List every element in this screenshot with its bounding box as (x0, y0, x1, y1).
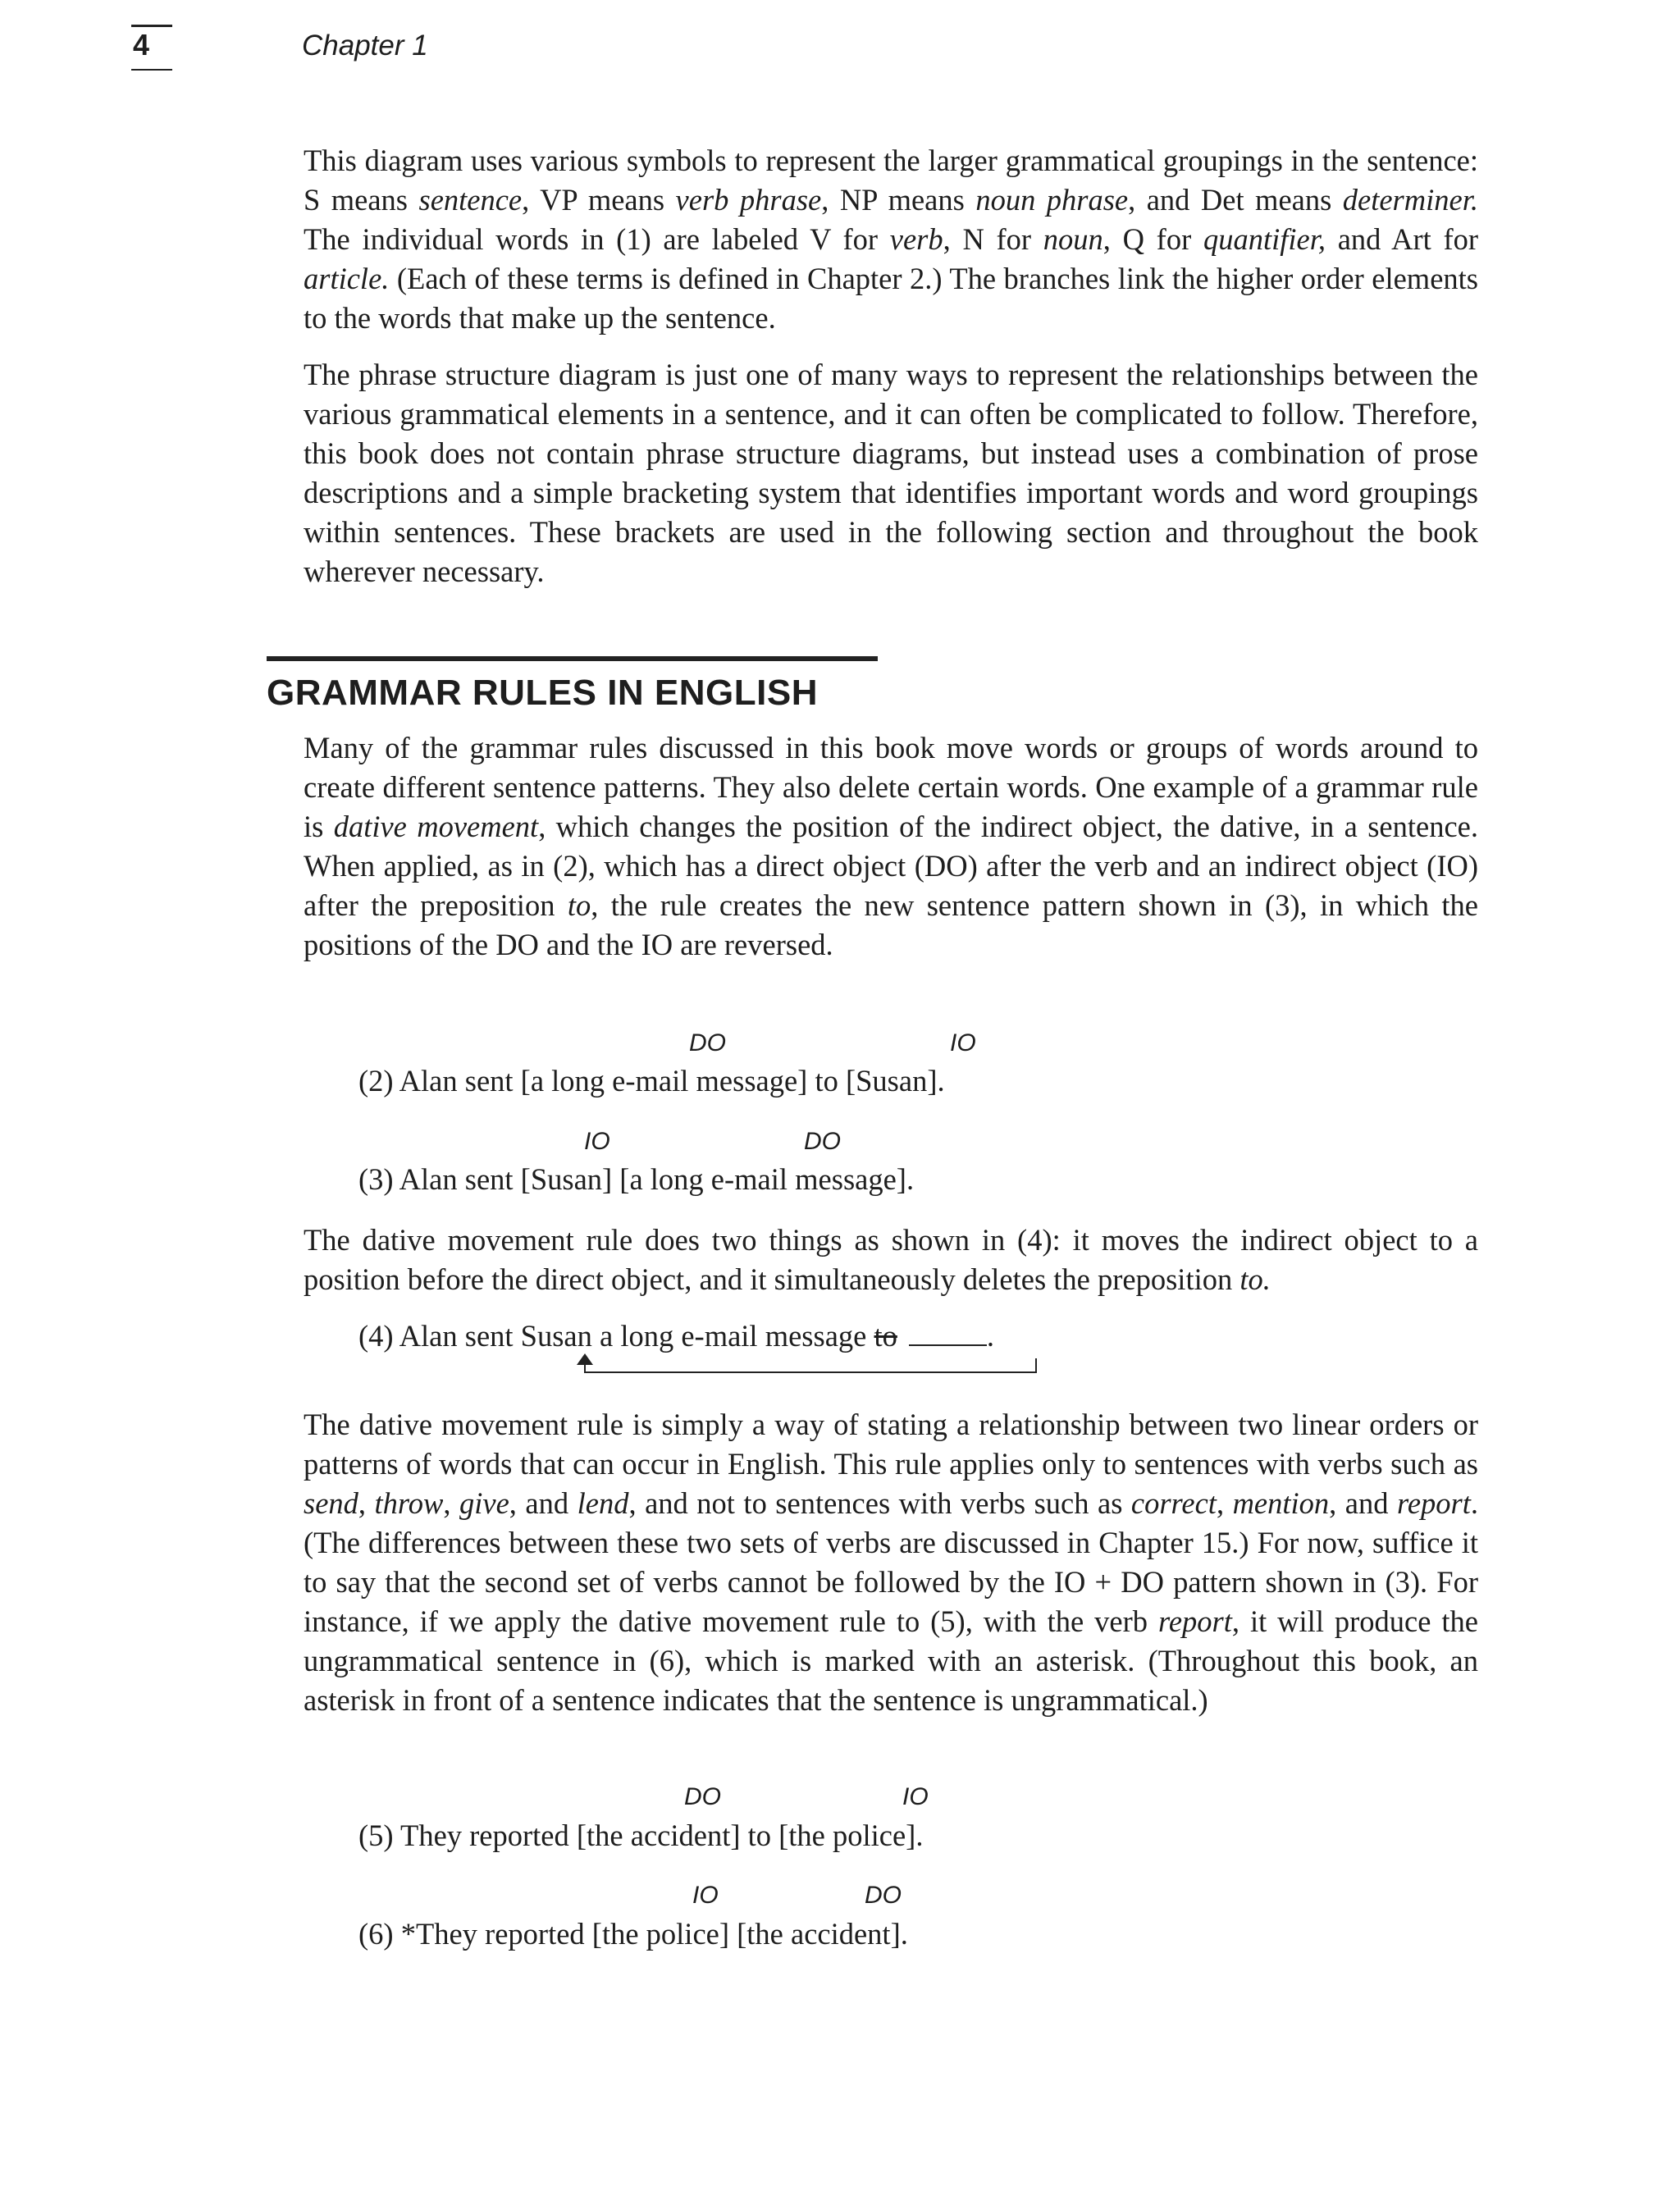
example-3-tag-io: IO (584, 1128, 610, 1155)
italic-term: mention (1232, 1486, 1330, 1520)
page-number-rule-top (131, 25, 172, 27)
example-3 (358, 1161, 914, 1197)
example-6-text: *They reported [the police] [the accident]. (393, 1917, 908, 1951)
italic-term: article. (304, 262, 390, 295)
italic-term: to (567, 888, 591, 922)
example-5-tag-io: IO (902, 1783, 929, 1810)
example-4-gap (909, 1341, 987, 1346)
example-2-tag-io: IO (950, 1029, 976, 1056)
italic-term: report (1157, 1604, 1232, 1638)
example-2 (358, 1063, 945, 1098)
italic-term: lend (577, 1486, 629, 1520)
text-run: , and (509, 1486, 578, 1520)
example-2-text: Alan sent [a long e-mail message] to [Susan]. (393, 1064, 945, 1098)
italic-term: dative movement (333, 810, 539, 843)
example-4-text: Alan sent Susan a long e-mail message (393, 1319, 874, 1353)
text-run: , NP means (821, 183, 976, 217)
italic-term: determiner. (1342, 183, 1478, 217)
example-3-number: (3) (358, 1162, 394, 1196)
italic-term: noun phrase (975, 183, 1129, 217)
text-run: , (1216, 1486, 1233, 1520)
example-6 (358, 1916, 908, 1951)
text-run: , Q for (1102, 222, 1203, 256)
text-run: , and Det means (1128, 183, 1343, 217)
example-3-tag-do: DO (804, 1128, 841, 1155)
movement-arrow-head-icon (577, 1353, 593, 1365)
text-run: The dative movement rule is simply a way of stating a relationship between two linear orders or patterns of words that can occur in English. This rule applies only to sentences with verbs such as (304, 1408, 1478, 1481)
example-5-number: (5) (358, 1819, 394, 1852)
text-run: This diagram uses various symbols to represent the larger grammatical groupings in the sentence: S means (304, 144, 1478, 217)
example-3-text: Alan sent [Susan] [a long e-mail message]. (393, 1162, 915, 1196)
text-run: , the rule creates the new sentence pattern shown in (3), in which the positions of the DO and the IO are reversed. (304, 888, 1478, 961)
running-head: Chapter 1 (302, 30, 428, 62)
paragraph-dative-intro (304, 728, 1478, 965)
example-4-deleted-word: to (874, 1319, 897, 1353)
example-6-tag-io: IO (692, 1882, 719, 1909)
text-run: (Each of these terms is defined in Chapter 2.) The branches link the higher order elements to the words that make up the sentence. (304, 262, 1478, 335)
page-number-rule-bottom (131, 69, 172, 71)
text-run: , which changes the position of the indirect object, the dative, in a sentence. When applied, as in (2), which has a direct object (DO) after the verb and an indirect object (IO) after the preposition (304, 810, 1478, 922)
italic-term: correct (1130, 1486, 1217, 1520)
text-run: , and not to sentences with verbs such as (628, 1486, 1131, 1520)
example-6-tag-do: DO (865, 1882, 902, 1909)
italic-term: throw (374, 1486, 444, 1520)
text-run: , (358, 1486, 375, 1520)
example-5-tag-do: DO (684, 1783, 721, 1810)
paragraph-intro-2: The phrase structure diagram is just one of many ways to represent the relationships between the various grammatical elements in a sentence, and it can often be complicated to follow. Therefore, this book does not contain phrase structure diagrams, but instead uses a combination of prose descriptions and a simple bracketing system that identifies important words and word groupings within sentences. These brackets are used in the following section and throughout the book wherever necessary. (304, 358, 1478, 588)
text-run: . (The differences between these two sets of verbs are discussed in Chapter 15.) For now, suffice it to say that the second set of verbs cannot be followed by the IO + DO pattern shown in (3). For instance, if we apply the dative movement rule to (5), with the verb (304, 1486, 1479, 1638)
example-5-text: They reported [the accident] to [the police]. (393, 1819, 924, 1852)
italic-term: send (304, 1486, 358, 1520)
italic-term: to. (1239, 1262, 1271, 1296)
italic-term: verb (889, 222, 943, 256)
example-2-number: (2) (358, 1064, 394, 1098)
text-run: Many of the grammar rules discussed in this book move words or groups of words around to create different sentence patterns. They also delete certain words. One example of a grammar rule is (304, 731, 1478, 843)
section-heading: GRAMMAR RULES IN ENGLISH (267, 673, 818, 713)
paragraph-dative-explanation (304, 1405, 1478, 1720)
example-2-tag-do: DO (689, 1029, 726, 1056)
page-number: 4 (133, 28, 150, 62)
italic-term: sentence (418, 183, 523, 217)
example-5 (358, 1818, 923, 1853)
text-run: , and (1329, 1486, 1397, 1520)
example-4-number: (4) (358, 1319, 394, 1353)
italic-term: give (459, 1486, 509, 1520)
italic-term: report (1397, 1486, 1471, 1520)
example-6-number: (6) (358, 1917, 394, 1951)
example-4 (358, 1318, 994, 1353)
text-run: The individual words in (1) are labeled V for (304, 222, 890, 256)
text-run: , N for (943, 222, 1043, 256)
paragraph-dative-rule (304, 1221, 1478, 1299)
text-run: , VP means (522, 183, 676, 217)
italic-term: verb phrase (675, 183, 822, 217)
text-run: The dative movement rule does two things as shown in (4): it moves the indirect object to a position before the direct object, and it simultaneously deletes the preposition (304, 1223, 1478, 1296)
text-run: and Art for (1326, 222, 1479, 256)
section-rule (267, 656, 878, 661)
text-run: , it will produce the ungrammatical sentence in (6), which is marked with an asterisk. (Throughout this book, an asterisk in front of a sentence indicates that the sentence is ungrammatical.) (304, 1604, 1478, 1717)
italic-term: noun (1043, 222, 1103, 256)
example-4-period: . (986, 1319, 995, 1353)
paragraph-intro-1 (304, 141, 1478, 338)
italic-term: quantifier, (1203, 222, 1326, 256)
movement-arrow-line (584, 1371, 1037, 1373)
text-run: , (443, 1486, 459, 1520)
